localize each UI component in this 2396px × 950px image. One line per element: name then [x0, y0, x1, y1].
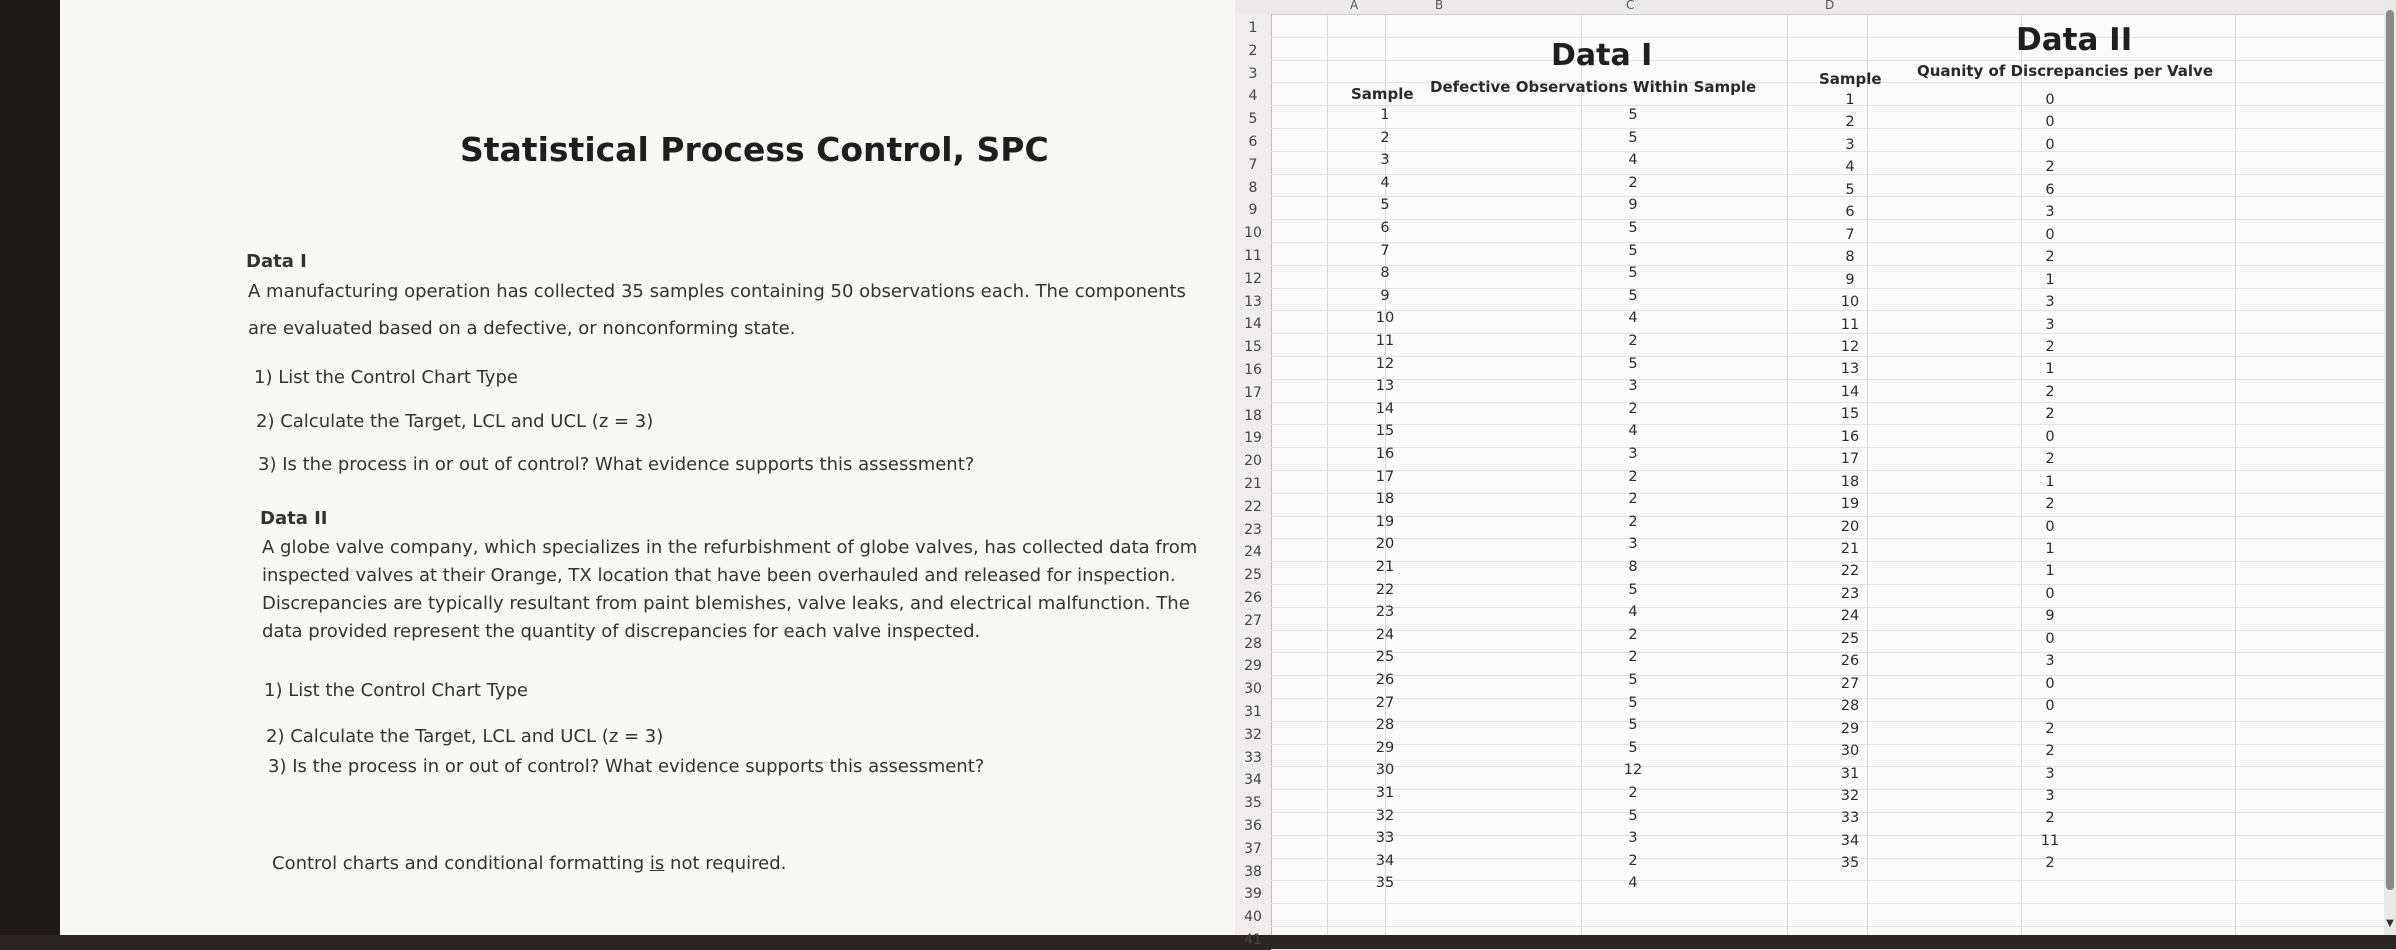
- page-title: Statistical Process Control, SPC: [460, 130, 1049, 169]
- data1-value-cell[interactable]: 5: [1628, 672, 1638, 688]
- spreadsheet-pane[interactable]: [1235, 0, 2396, 948]
- data2-sample-cell[interactable]: 19: [1840, 496, 1860, 513]
- data1-sample-cell[interactable]: 8: [1380, 265, 1390, 282]
- data1-sample-cell[interactable]: 9: [1380, 287, 1390, 304]
- grid-row-line: [1271, 584, 2396, 585]
- column-header-c[interactable]: C: [1626, 0, 1635, 12]
- data1-value-cell[interactable]: 9: [1628, 197, 1638, 214]
- data1-sample-cell[interactable]: 5: [1380, 197, 1390, 214]
- footer-note: [272, 845, 786, 883]
- data2-sample-cell[interactable]: 28: [1840, 698, 1860, 715]
- data1-sample-cell[interactable]: 27: [1375, 694, 1395, 711]
- data1-value-cell[interactable]: 3: [1628, 536, 1638, 553]
- data2-col-discrepancies[interactable]: Quanity of Discrepancies per Valve: [1917, 62, 2214, 80]
- row-number[interactable]: 41: [1244, 932, 1262, 948]
- grid-row-line: [1271, 60, 2396, 61]
- data1-sample-cell[interactable]: 7: [1380, 242, 1390, 259]
- data1-sample-cell[interactable]: 18: [1375, 491, 1395, 508]
- data1-sample-cell[interactable]: 31: [1375, 785, 1395, 801]
- data1-value-cell[interactable]: 12: [1623, 762, 1643, 779]
- data1-question-2: 2) Calculate the Target, LCL and UCL (z = 3): [256, 411, 654, 432]
- data1-question-3: 3) Is the process in or out of control? What evidence supports this assessment?: [258, 454, 975, 475]
- data2-value-cell[interactable]: 1: [2045, 271, 2055, 288]
- row-number[interactable]: 31: [1244, 704, 1262, 720]
- vertical-scrollbar[interactable]: [2384, 0, 2396, 935]
- row-number[interactable]: 18: [1244, 407, 1262, 424]
- grid-row-line: [1271, 356, 2396, 357]
- grid-row-line: [1271, 424, 2396, 425]
- grid-row-line: [1271, 447, 2396, 448]
- grid-row-line: [1271, 470, 2396, 471]
- row-number[interactable]: 3: [1248, 65, 1258, 82]
- grid-column-line: [1787, 14, 1788, 935]
- data1-value-cell[interactable]: 2: [1628, 785, 1638, 801]
- data2-value-cell[interactable]: 6: [2045, 181, 2055, 198]
- row-number[interactable]: 21: [1244, 476, 1262, 492]
- grid-row-line: [1271, 402, 2396, 403]
- data2-value-cell[interactable]: 3: [2045, 316, 2055, 333]
- data1-value-cell[interactable]: 4: [1628, 875, 1638, 892]
- data2-sample-cell[interactable]: 3: [1845, 136, 1855, 153]
- data2-value-cell[interactable]: 2: [2045, 249, 2055, 266]
- data1-value-cell[interactable]: 5: [1628, 807, 1638, 824]
- data1-sample-cell[interactable]: 32: [1375, 807, 1395, 824]
- screen: [60, 0, 2396, 948]
- data1-value-cell[interactable]: 5: [1628, 287, 1638, 304]
- grid-row-line: [1271, 561, 2396, 562]
- data2-sample-cell[interactable]: 34: [1840, 832, 1860, 849]
- data1-heading: Data I: [246, 251, 307, 272]
- data2-value-cell[interactable]: 1: [2045, 563, 2055, 580]
- grid-column-line: [1327, 14, 1328, 935]
- data1-value-cell[interactable]: 4: [1628, 604, 1638, 621]
- data2-value-cell[interactable]: 3: [2045, 765, 2055, 782]
- data2-sample-cell[interactable]: 27: [1840, 675, 1860, 692]
- grid-row-line: [1271, 538, 2396, 539]
- data1-value-cell[interactable]: 2: [1628, 852, 1638, 869]
- data1-sample-cell[interactable]: 35: [1375, 875, 1395, 892]
- data2-text-line-1: A globe valve company, which specializes in the refurbishment of globe valves, has collected data from: [262, 537, 1198, 558]
- grid-row-line: [1271, 880, 2396, 881]
- data2-value-cell[interactable]: 2: [2045, 159, 2055, 176]
- data2-value-cell[interactable]: 0: [2045, 428, 2055, 445]
- data2-sample-cell[interactable]: 31: [1840, 765, 1860, 782]
- data1-value-cell[interactable]: 2: [1628, 513, 1638, 530]
- data2-sample-cell[interactable]: 30: [1840, 743, 1860, 760]
- data1-sample-cell[interactable]: 23: [1375, 604, 1395, 621]
- data1-value-cell[interactable]: 3: [1628, 446, 1638, 462]
- data2-value-cell[interactable]: 3: [2045, 294, 2055, 311]
- data2-value-cell[interactable]: 2: [2045, 451, 2055, 468]
- row-number[interactable]: 17: [1244, 384, 1262, 401]
- data2-sample-cell[interactable]: 26: [1840, 653, 1860, 670]
- row-number[interactable]: 26: [1244, 590, 1262, 606]
- data2-sample-cell[interactable]: 10: [1840, 294, 1860, 311]
- data1-sample-cell[interactable]: 16: [1375, 446, 1395, 462]
- data2-sample-cell[interactable]: 16: [1840, 428, 1860, 445]
- footer-note-post: not required.: [664, 853, 787, 874]
- data1-value-cell[interactable]: 5: [1628, 265, 1638, 282]
- row-number[interactable]: 28: [1244, 635, 1262, 652]
- data1-value-cell[interactable]: 2: [1628, 491, 1638, 508]
- data2-sample-cell[interactable]: 23: [1840, 585, 1860, 602]
- data2-sample-cell[interactable]: 33: [1840, 810, 1860, 827]
- data1-value-cell[interactable]: 4: [1628, 423, 1638, 440]
- data2-sample-cell[interactable]: 1: [1845, 92, 1855, 108]
- row-number[interactable]: 2: [1248, 42, 1258, 59]
- row-number[interactable]: 36: [1244, 818, 1262, 834]
- row-number[interactable]: 13: [1244, 293, 1262, 310]
- data2-sample-cell[interactable]: 18: [1840, 473, 1860, 490]
- grid-row-line: [1271, 903, 2396, 904]
- grid-row-line: [1271, 288, 2396, 289]
- row-number[interactable]: 33: [1244, 749, 1262, 766]
- data2-value-cell[interactable]: 2: [2045, 338, 2055, 355]
- row-number[interactable]: 30: [1244, 681, 1262, 698]
- data2-question-2: 2) Calculate the Target, LCL and UCL (z = 3): [266, 726, 664, 747]
- data1-sample-cell[interactable]: 10: [1375, 310, 1395, 327]
- data1-sample-cell[interactable]: 3: [1380, 152, 1390, 169]
- data1-sample-cell[interactable]: 19: [1375, 513, 1395, 530]
- data1-value-cell[interactable]: 2: [1628, 626, 1638, 643]
- data2-sample-cell[interactable]: 20: [1840, 518, 1860, 535]
- data2-text-line-4: data provided represent the quantity of discrepancies for each valve inspected.: [262, 621, 981, 642]
- data1-sample-cell[interactable]: 26: [1375, 672, 1395, 688]
- grid-row-line: [1271, 493, 2396, 494]
- grid-row-line: [1271, 516, 2396, 517]
- data2-sample-cell[interactable]: 15: [1840, 406, 1860, 423]
- data2-sample-cell[interactable]: 17: [1840, 451, 1860, 468]
- data2-sample-cell[interactable]: 22: [1840, 563, 1860, 580]
- row-number[interactable]: 27: [1244, 612, 1262, 629]
- scrollbar-thumb[interactable]: [2386, 10, 2394, 890]
- row-number[interactable]: 39: [1244, 886, 1262, 903]
- row-number[interactable]: 23: [1244, 521, 1262, 538]
- data1-value-cell[interactable]: 5: [1628, 242, 1638, 259]
- data2-value-cell[interactable]: 0: [2045, 136, 2055, 153]
- data2-value-cell[interactable]: 1: [2045, 361, 2055, 378]
- grid-column-line: [2235, 14, 2236, 935]
- row-number[interactable]: 38: [1244, 863, 1262, 880]
- row-number[interactable]: 22: [1244, 498, 1262, 515]
- data2-sample-cell[interactable]: 12: [1840, 338, 1860, 355]
- data1-question-1: 1) List the Control Chart Type: [254, 367, 518, 388]
- data1-sample-cell[interactable]: 20: [1375, 536, 1395, 553]
- data1-text-line-2: are evaluated based on a defective, or nonconforming state.: [248, 318, 796, 339]
- row-number[interactable]: 7: [1248, 156, 1258, 173]
- row-number[interactable]: 16: [1244, 362, 1262, 378]
- data1-sample-cell[interactable]: 15: [1375, 423, 1395, 440]
- data1-sample-cell[interactable]: 13: [1375, 378, 1395, 395]
- data1-value-cell[interactable]: 3: [1628, 830, 1638, 847]
- data2-value-cell[interactable]: 0: [2045, 585, 2055, 602]
- data2-question-1: 1) List the Control Chart Type: [264, 680, 528, 701]
- document-pane: [60, 0, 1235, 935]
- data1-sample-cell[interactable]: 33: [1375, 830, 1395, 847]
- row-number[interactable]: 25: [1244, 567, 1262, 584]
- data2-sample-cell[interactable]: 4: [1845, 159, 1855, 176]
- column-header-a[interactable]: A: [1350, 0, 1359, 12]
- data2-value-cell[interactable]: 9: [2045, 608, 2055, 625]
- grid-row-line: [1271, 926, 2396, 927]
- data2-value-cell[interactable]: 1: [2045, 541, 2055, 557]
- data2-question-3: 3) Is the process in or out of control? What evidence supports this assessment?: [268, 756, 985, 777]
- data1-value-cell[interactable]: 5: [1628, 129, 1638, 146]
- grid-row-line: [1271, 37, 2396, 38]
- data1-sample-cell[interactable]: 12: [1375, 355, 1395, 372]
- data1-value-cell[interactable]: 5: [1628, 739, 1638, 756]
- data2-sample-cell[interactable]: 7: [1845, 226, 1855, 243]
- data2-value-cell[interactable]: 2: [2045, 810, 2055, 827]
- data1-value-cell[interactable]: 5: [1628, 355, 1638, 372]
- data2-sample-cell[interactable]: 14: [1840, 383, 1860, 400]
- data2-value-cell[interactable]: 1: [2045, 473, 2055, 490]
- data1-sample-cell[interactable]: 6: [1380, 220, 1390, 236]
- data2-text-line-3: Discrepancies are typically resultant from paint blemishes, valve leaks, and electrical malfunction. The: [262, 593, 1190, 614]
- data2-value-cell[interactable]: 2: [2045, 406, 2055, 423]
- data2-text-line-2: inspected valves at their Orange, TX location that have been overhauled and released for inspection.: [262, 565, 1176, 586]
- data1-value-cell[interactable]: 2: [1628, 174, 1638, 191]
- row-number[interactable]: 1: [1248, 20, 1258, 36]
- row-number[interactable]: 10: [1244, 225, 1262, 242]
- monitor-bezel: [0, 0, 60, 935]
- row-number[interactable]: 35: [1244, 795, 1262, 812]
- data2-heading: Data II: [260, 508, 328, 529]
- data2-sample-cell[interactable]: 2: [1845, 114, 1855, 131]
- row-number[interactable]: 8: [1248, 179, 1258, 196]
- grid-row-line: [1271, 310, 2396, 311]
- footer-note-pre: Control charts and conditional formatting: [272, 853, 650, 874]
- data1-sample-cell[interactable]: 21: [1375, 559, 1395, 575]
- data2-sample-cell[interactable]: 13: [1840, 361, 1860, 378]
- data2-value-cell[interactable]: 0: [2045, 226, 2055, 243]
- row-number[interactable]: 6: [1248, 134, 1258, 150]
- data1-col-defects[interactable]: Defective Observations Within Sample: [1430, 78, 1757, 96]
- data2-sample-cell[interactable]: 24: [1840, 608, 1860, 625]
- data2-sample-cell[interactable]: 32: [1840, 787, 1860, 804]
- data1-sample-cell[interactable]: 11: [1375, 333, 1395, 349]
- data1-sample-cell[interactable]: 22: [1375, 581, 1395, 598]
- data2-sample-cell[interactable]: 29: [1840, 720, 1860, 737]
- data1-sample-cell[interactable]: 34: [1375, 852, 1395, 869]
- data2-value-cell[interactable]: 0: [2045, 518, 2055, 535]
- data1-sample-cell[interactable]: 1: [1380, 107, 1390, 123]
- data1-sample-cell[interactable]: 14: [1375, 400, 1395, 417]
- row-number[interactable]: 19: [1244, 430, 1262, 447]
- data1-value-cell[interactable]: 2: [1628, 649, 1638, 666]
- data2-value-cell[interactable]: 2: [2045, 720, 2055, 737]
- data2-col-sample[interactable]: Sample: [1819, 70, 1882, 88]
- data1-value-cell[interactable]: 3: [1628, 378, 1638, 395]
- data2-sample-cell[interactable]: 25: [1840, 630, 1860, 647]
- grid-column-line: [1581, 14, 1582, 935]
- row-number[interactable]: 29: [1244, 658, 1262, 675]
- data1-value-cell[interactable]: 5: [1628, 107, 1638, 123]
- data1-col-sample[interactable]: Sample: [1351, 85, 1414, 103]
- data2-value-cell[interactable]: 2: [2045, 855, 2055, 872]
- data1-value-cell[interactable]: 2: [1628, 468, 1638, 485]
- row-number[interactable]: 14: [1244, 316, 1262, 333]
- data2-value-cell[interactable]: 0: [2045, 675, 2055, 692]
- data2-sample-cell[interactable]: 11: [1840, 316, 1860, 333]
- data2-sample-cell[interactable]: 8: [1845, 249, 1855, 266]
- grid-row-line: [1271, 333, 2396, 334]
- data2-sample-cell[interactable]: 9: [1845, 271, 1855, 288]
- row-number[interactable]: 24: [1244, 544, 1262, 561]
- row-number[interactable]: 12: [1244, 270, 1262, 287]
- row-number[interactable]: 11: [1244, 248, 1262, 264]
- data2-value-cell[interactable]: 0: [2045, 114, 2055, 131]
- data1-value-cell[interactable]: 5: [1628, 581, 1638, 598]
- data2-value-cell[interactable]: 3: [2045, 204, 2055, 221]
- data1-value-cell[interactable]: 5: [1628, 694, 1638, 711]
- data1-sample-cell[interactable]: 24: [1375, 626, 1395, 643]
- data2-sample-cell[interactable]: 6: [1845, 204, 1855, 221]
- data2-value-cell[interactable]: 0: [2045, 630, 2055, 647]
- data1-title[interactable]: Data I: [1551, 38, 1653, 73]
- column-header-d[interactable]: D: [1825, 0, 1835, 12]
- row-headers: [1235, 14, 1272, 948]
- data2-value-cell[interactable]: 0: [2045, 698, 2055, 715]
- row-number[interactable]: 4: [1248, 88, 1258, 105]
- row-number[interactable]: 20: [1244, 453, 1262, 470]
- data1-sample-cell[interactable]: 25: [1375, 649, 1395, 666]
- data1-value-cell[interactable]: 5: [1628, 717, 1638, 734]
- column-header-b[interactable]: B: [1435, 0, 1444, 12]
- row-number[interactable]: 5: [1248, 111, 1258, 128]
- grid-row-line: [1271, 379, 2396, 380]
- data1-value-cell[interactable]: 2: [1628, 400, 1638, 417]
- data2-value-cell[interactable]: 3: [2045, 787, 2055, 804]
- data1-value-cell[interactable]: 4: [1628, 310, 1638, 327]
- data2-title[interactable]: Data II: [2016, 22, 2133, 58]
- data1-sample-cell[interactable]: 2: [1380, 129, 1390, 146]
- row-number[interactable]: 9: [1248, 202, 1258, 219]
- data1-sample-cell[interactable]: 28: [1375, 717, 1395, 734]
- data2-value-cell[interactable]: 2: [2045, 383, 2055, 400]
- data1-text-line-1: A manufacturing operation has collected 35 samples containing 50 observations each. The components: [248, 281, 1186, 302]
- data1-sample-cell[interactable]: 4: [1380, 174, 1390, 191]
- data1-sample-cell[interactable]: 30: [1375, 762, 1395, 779]
- data1-value-cell[interactable]: 8: [1628, 559, 1638, 575]
- row-number[interactable]: 34: [1244, 772, 1262, 789]
- scroll-down-arrow-icon[interactable]: ▼: [2386, 918, 2394, 929]
- data2-sample-cell[interactable]: 35: [1840, 855, 1860, 872]
- data2-value-cell[interactable]: 2: [2045, 743, 2055, 760]
- data2-value-cell[interactable]: 3: [2045, 653, 2055, 670]
- column-headers: [1235, 0, 2396, 15]
- row-number[interactable]: 15: [1244, 339, 1262, 356]
- data2-value-cell[interactable]: 0: [2045, 92, 2055, 108]
- data1-value-cell[interactable]: 2: [1628, 333, 1638, 349]
- data2-sample-cell[interactable]: 5: [1845, 181, 1855, 198]
- row-number[interactable]: 37: [1244, 840, 1262, 857]
- row-number[interactable]: 40: [1244, 909, 1262, 926]
- data1-value-cell[interactable]: 4: [1628, 152, 1638, 169]
- footer-note-underlined: is: [649, 853, 665, 874]
- data1-sample-cell[interactable]: 17: [1375, 468, 1395, 485]
- data2-value-cell[interactable]: 2: [2045, 496, 2055, 513]
- data1-sample-cell[interactable]: 29: [1375, 739, 1395, 756]
- data1-value-cell[interactable]: 5: [1628, 220, 1638, 236]
- row-number[interactable]: 32: [1244, 726, 1262, 743]
- data2-value-cell[interactable]: 11: [2040, 832, 2060, 849]
- data2-sample-cell[interactable]: 21: [1840, 541, 1860, 557]
